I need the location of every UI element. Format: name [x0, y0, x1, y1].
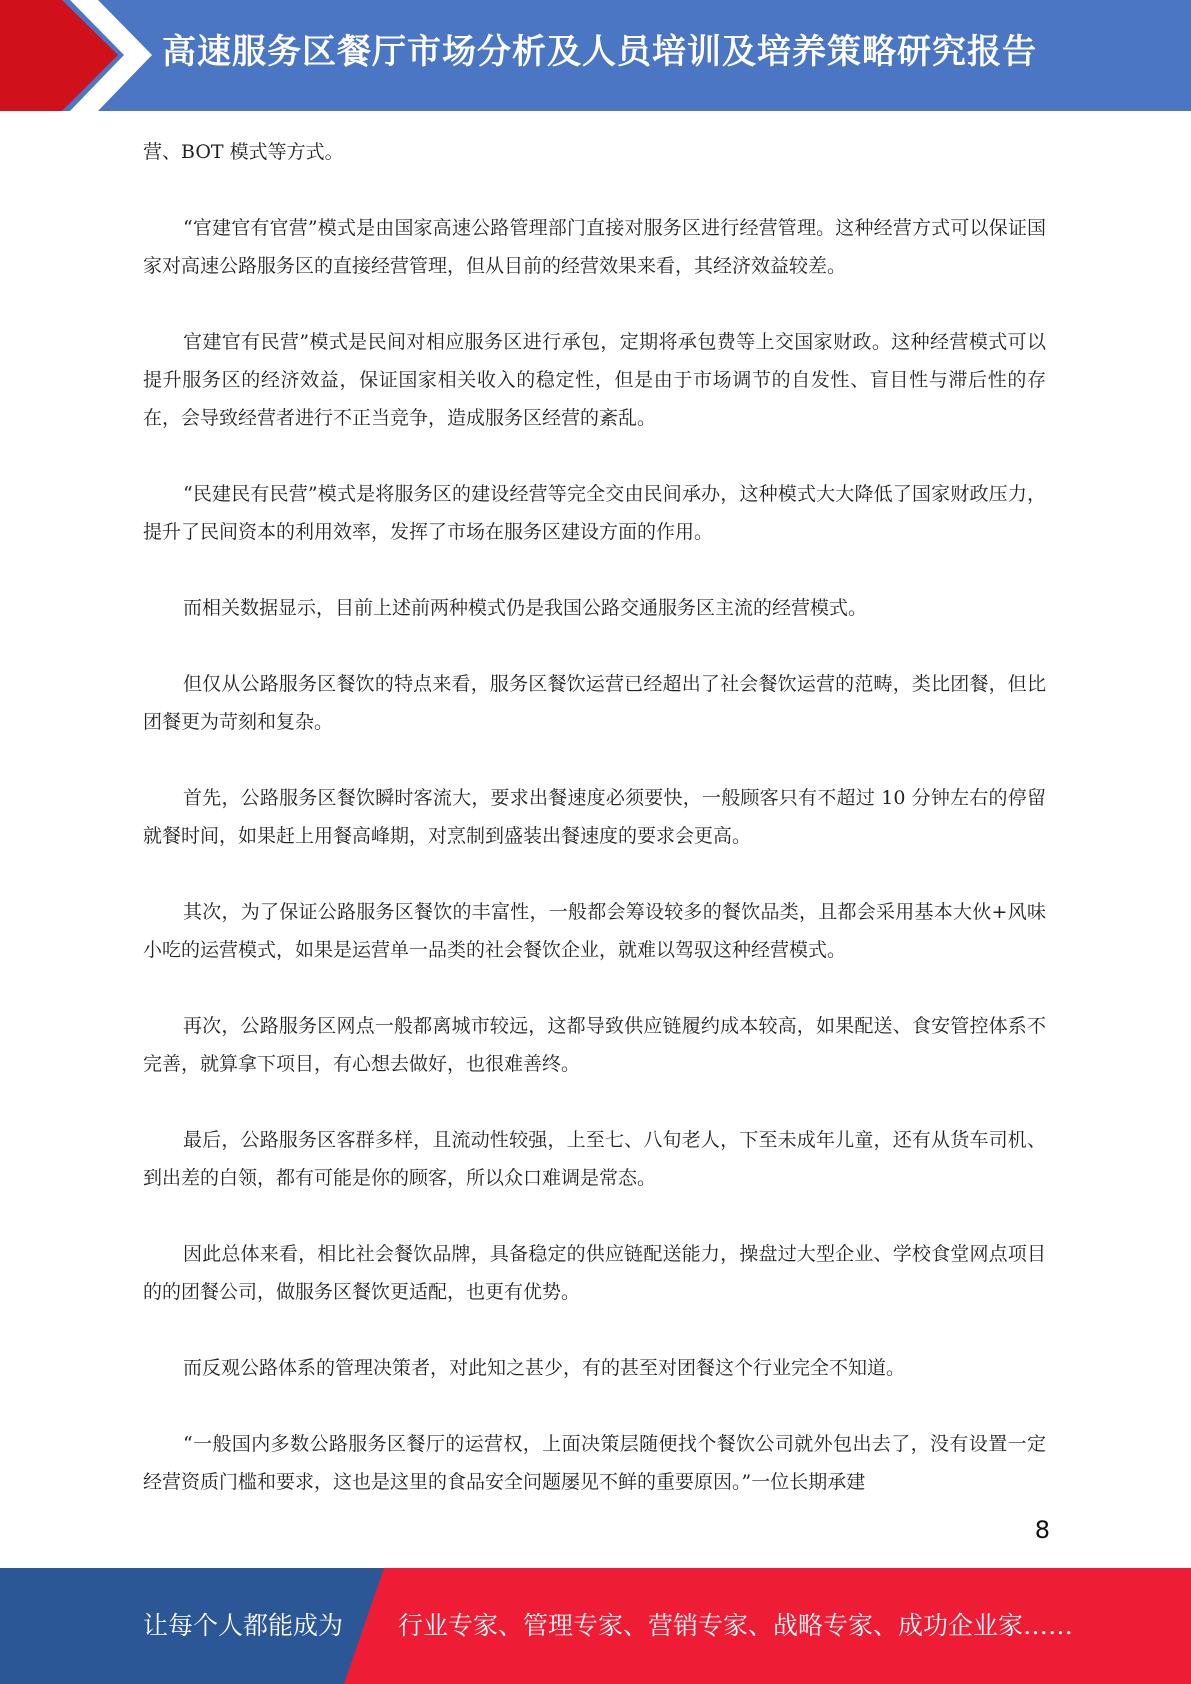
paragraph: “一般国内多数公路服务区餐厅的运营权，上面决策层随便找个餐饮公司就外包出去了，没有设置一定经营资质门槛和要求，这也是这里的食品安全问题屡见不鲜的重要原因。”一位长期承建: [143, 1433, 1046, 1493]
paragraph: “民建民有民营”模式是将服务区的建设经营等完全交由民间承办，这种模式大大降低了国家财政压力，提升了民间资本的利用效率，发挥了市场在服务区建设方面的作用。: [143, 483, 1046, 543]
page-footer: [0, 1568, 1191, 1684]
paragraph: 因此总体来看，相比社会餐饮品牌，具备稳定的供应链配送能力，操盘过大型企业、学校食堂网点项目的的团餐公司，做服务区餐饮更适配，也更有优势。: [143, 1243, 1046, 1303]
paragraph: 其次，为了保证公路服务区餐饮的丰富性，一般都会筹设较多的餐饮品类，且都会采用基本大伙+风味小吃的运营模式，如果是运营单一品类的社会餐饮企业，就难以驾驭这种经营模式。: [143, 901, 1046, 961]
paragraph: 但仅从公路服务区餐饮的特点来看，服务区餐饮运营已经超出了社会餐饮运营的范畴，类比团餐，但比团餐更为苛刻和复杂。: [143, 673, 1046, 733]
paragraph: 营、BOT 模式等方式。: [143, 141, 344, 163]
paragraph: 官建官有民营”模式是民间对相应服务区进行承包，定期将承包费等上交国家财政。这种经营模式可以提升服务区的经济效益，保证国家相关收入的稳定性，但是由于市场调节的自发性、盲目性与滞后性的存在，会导致经营者进行不正当竞争，造成服务区经营的紊乱。: [143, 331, 1046, 429]
paragraph: 再次，公路服务区网点一般都离城市较远，这都导致供应链履约成本较高，如果配送、食安管控体系不完善，就算拿下项目，有心想去做好，也很难善终。: [143, 1015, 1046, 1075]
footer-slogan-right: 行业专家、管理专家、营销专家、战略专家、成功企业家……: [398, 1611, 1074, 1640]
report-title: 高速服务区餐厅市场分析及人员培训及培养策略研究报告: [162, 32, 1037, 72]
paragraph: 而反观公路体系的管理决策者，对此知之甚少，有的甚至对团餐这个行业完全不知道。: [183, 1357, 906, 1379]
document-body: [143, 133, 1046, 1539]
header-arrow-decoration: [0, 0, 170, 111]
page-header: [0, 0, 1191, 111]
paragraph: 首先，公路服务区餐饮瞬时客流大，要求出餐速度必须要快，一般顾客只有不超过 10 分钟左右的停留就餐时间，如果赶上用餐高峰期，对烹制到盛装出餐速度的要求会更高。: [143, 787, 1046, 847]
paragraph: 而相关数据显示，目前上述前两种模式仍是我国公路交通服务区主流的经营模式。: [183, 597, 868, 619]
page-number: 8: [1034, 1516, 1050, 1544]
paragraph: “官建官有官营”模式是由国家高速公路管理部门直接对服务区进行经营管理。这种经营方式可以保证国家对高速公路服务区的直接经营管理，但从目前的经营效果来看，其经济效益较差。: [143, 217, 1046, 277]
footer-slogan-left: 让每个人都能成为: [143, 1611, 344, 1640]
paragraph: 最后，公路服务区客群多样，且流动性较强，上至七、八旬老人，下至未成年儿童，还有从货车司机、到出差的白领，都有可能是你的顾客，所以众口难调是常态。: [143, 1129, 1046, 1189]
